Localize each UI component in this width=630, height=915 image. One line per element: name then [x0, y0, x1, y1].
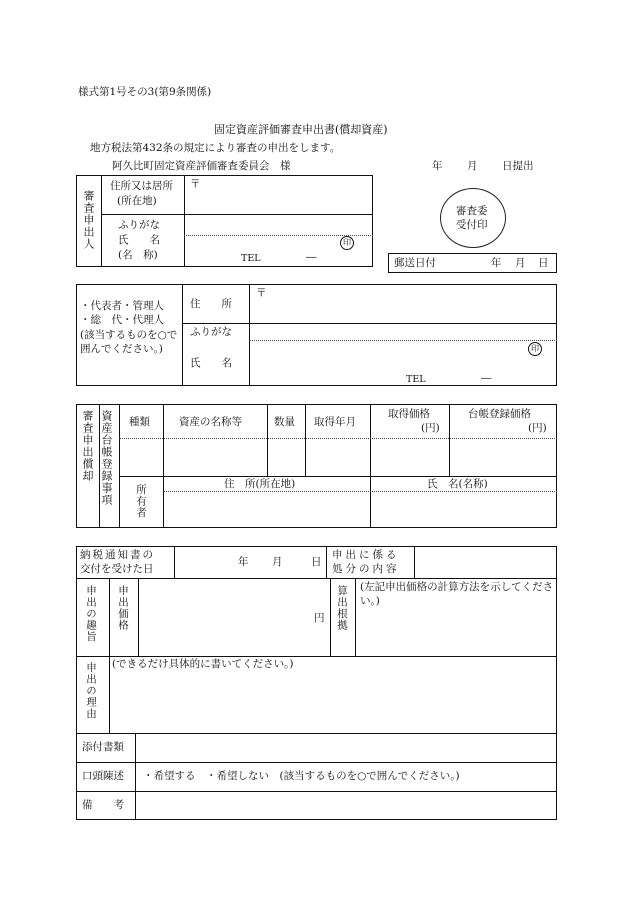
owner-address-label: 住 所(所在地): [224, 478, 296, 490]
price-label: 申出価格: [117, 585, 129, 631]
representative-role-line2: ・総 代・代理人: [80, 314, 164, 326]
form-title: 固定資産評価審査申出書(償却資産): [214, 123, 388, 136]
basis-label: 算出根拠: [336, 585, 348, 631]
oral-options[interactable]: ・希望する ・希望しない (該当するものを○で囲んでください。): [143, 770, 460, 782]
representative-note: (該当するものを○で囲んでください。): [80, 329, 178, 355]
disposition-label-2: 処分の内容: [332, 563, 400, 575]
asset-side-label-2: 資産台帳登録事項: [100, 410, 113, 506]
owner-name-label: 氏 名(名称): [427, 478, 488, 490]
notice-year: 年: [238, 556, 249, 568]
submit-year: 年: [432, 160, 443, 172]
col-acquired-year: 取得年月: [314, 416, 356, 428]
notice-label-1: 納税通知書の: [80, 549, 155, 561]
attachments-label: 添付書類: [82, 741, 124, 753]
notice-day: 日: [311, 556, 322, 568]
purpose-label: 申出の趣旨: [85, 585, 97, 643]
applicant-seal-icon: 印: [340, 236, 354, 250]
applicant-tel-label: TEL: [241, 253, 261, 264]
representative-seal-icon: 印: [528, 342, 542, 356]
col-acquired-price-unit: (円): [421, 422, 440, 434]
representative-name-label: 氏 名: [190, 357, 232, 369]
notice-label-2: 交付を受けた日: [80, 563, 154, 575]
mail-date-day: 日: [538, 257, 549, 269]
addressee: 阿久比町固定資産評価審査委員会 様: [112, 160, 291, 172]
form-number: 様式第1号その3(第9条関係): [78, 86, 212, 98]
price-yen: 円: [314, 612, 325, 624]
representative-address-label: 住 所: [190, 298, 232, 310]
col-registered-price-unit: (円): [528, 422, 547, 434]
applicant-address-label: 住所又は居所: [110, 180, 173, 192]
applicant-name-sublabel: (名 称): [118, 249, 158, 261]
notice-month: 月: [272, 556, 283, 568]
representative-role-line1: ・代表者・管理人: [80, 300, 164, 312]
oral-label: 口頭陳述: [82, 770, 124, 782]
col-type: 種類: [129, 416, 150, 428]
receipt-stamp-line2: 受付印: [456, 219, 488, 231]
applicant-postal-mark[interactable]: 〒: [190, 178, 201, 190]
applicant-address-sublabel: (所在地): [117, 195, 157, 207]
representative-furigana-label: ふりがな: [190, 326, 232, 338]
col-asset-name: 資産の名称等: [179, 416, 242, 428]
mail-date-label: 郵送日付: [394, 257, 436, 269]
submit-day: 日提出: [502, 160, 534, 172]
submit-month: 月: [467, 160, 478, 172]
reason-note: (できるだけ具体的に書いてください。): [112, 658, 294, 670]
col-quantity: 数量: [274, 416, 295, 428]
owner-label: 所有者: [135, 484, 147, 519]
col-acquired-price: 取得価格: [388, 408, 430, 420]
applicant-furigana-label: ふりがな: [118, 219, 160, 231]
representative-tel-label: TEL: [406, 374, 426, 385]
receipt-stamp-line1: 審査委: [456, 205, 488, 217]
intro-text: 地方税法第432条の規定により審査の申出をします。: [90, 142, 341, 154]
representative-postal-mark[interactable]: 〒: [256, 287, 267, 299]
mail-date-year: 年: [491, 257, 502, 269]
applicant-name-label: 氏 名: [118, 234, 160, 246]
col-registered-price: 台帳登録価格: [468, 408, 531, 420]
applicant-side-label: 審査申出人: [82, 190, 95, 250]
reason-label: 申出の理由: [85, 662, 97, 720]
disposition-label-1: 申出に係る: [332, 549, 400, 561]
mail-date-month: 月: [515, 257, 526, 269]
basis-note: (左記申出価格の計算方法を示してください。): [360, 581, 554, 607]
remarks-label: 備 考: [82, 799, 124, 811]
receipt-stamp-circle: [440, 188, 506, 248]
representative-tel-dash: ―: [481, 372, 492, 384]
applicant-tel-dash: ―: [306, 251, 317, 263]
asset-side-label-1: 審査申出償却: [81, 410, 94, 482]
